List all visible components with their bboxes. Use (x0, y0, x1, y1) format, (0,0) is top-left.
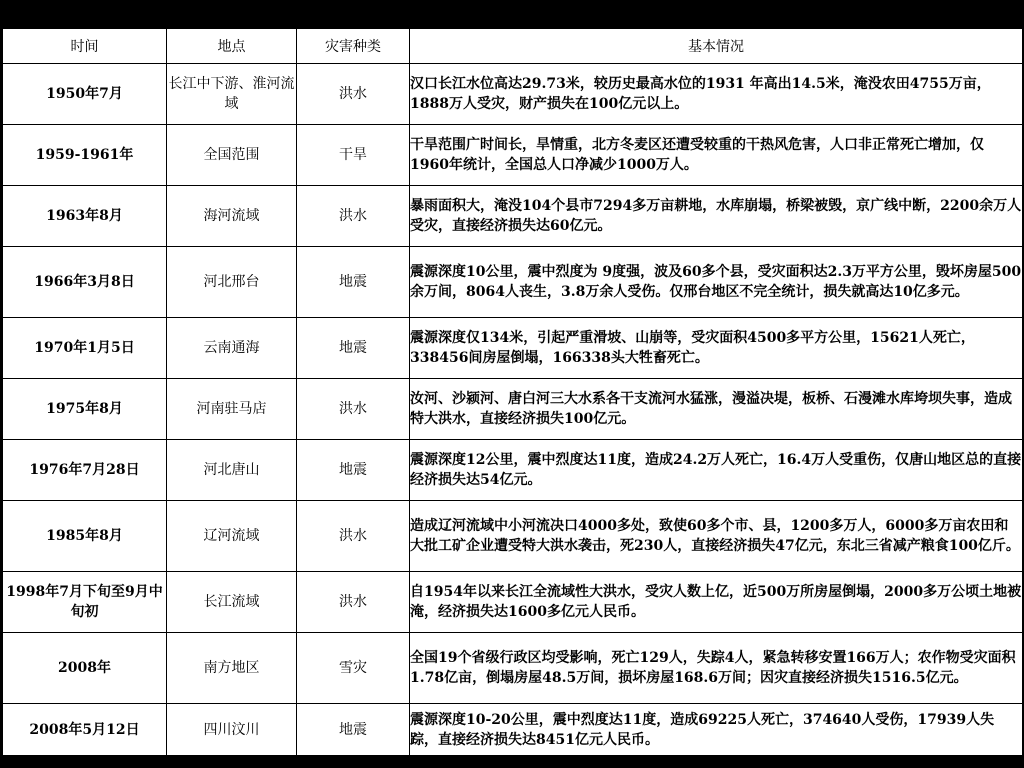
cell-time: 1950年7月 (3, 64, 167, 125)
cell-details: 震源深度10-20公里，震中烈度达11度，造成69225人死亡，374640人受伤，17939人失踪，直接经济损失达8451亿元人民币。 (410, 704, 1023, 756)
cell-details: 全国19个省级行政区均受影响，死亡129人，失踪4人，紧急转移安置166万人；农作物受灾面积1.78亿亩，倒塌房屋48.5万间，损坏房屋168.6万间；因灾直接经济损失1516.5亿元。 (410, 633, 1023, 704)
table-row (3, 64, 1023, 125)
table-row (3, 125, 1023, 186)
cell-disaster-type: 洪水 (297, 186, 410, 247)
cell-disaster-type: 地震 (297, 440, 410, 501)
table-header-row (3, 29, 1023, 64)
cell-time: 1970年1月5日 (3, 318, 167, 379)
header-disaster-type: 灾害种类 (297, 29, 410, 64)
cell-place: 河北邢台 (167, 247, 297, 318)
cell-details: 造成辽河流域中小河流决口4000多处，致使60多个市、县，1200多万人，6000多万亩农田和 大批工矿企业遭受特大洪水袭击，死230人，直接经济损失47亿元，东北三省减产粮食100亿斤。 (410, 501, 1023, 572)
cell-time: 1975年8月 (3, 379, 167, 440)
cell-time: 1985年8月 (3, 501, 167, 572)
cell-details: 暴雨面积大，淹没104个县市7294多万亩耕地，水库崩塌，桥梁被毁，京广线中断，2200余万人受灾，直接经济损失达60亿元。 (410, 186, 1023, 247)
cell-time: 1963年8月 (3, 186, 167, 247)
table-row (3, 186, 1023, 247)
cell-disaster-type: 地震 (297, 247, 410, 318)
cell-time: 1966年3月8日 (3, 247, 167, 318)
cell-details: 自1954年以来长江全流域性大洪水，受灾人数上亿，近500万所房屋倒塌，2000多万公顷土地被淹，经济损失达1600多亿元人民币。 (410, 572, 1023, 633)
cell-disaster-type: 洪水 (297, 64, 410, 125)
cell-time: 2008年5月12日 (3, 704, 167, 756)
disaster-table (2, 28, 1023, 756)
cell-details: 震源深度12公里，震中烈度达11度，造成24.2万人死亡，16.4万人受重伤，仅唐山地区总的直接经济损失达54亿元。 (410, 440, 1023, 501)
header-place: 地点 (167, 29, 297, 64)
cell-place: 南方地区 (167, 633, 297, 704)
cell-details: 汉口长江水位高达29.73米，较历史最高水位的1931 年高出14.5米，淹没农田4755万亩，1888万人受灾，财产损失在100亿元以上。 (410, 64, 1023, 125)
cell-place: 河南驻马店 (167, 379, 297, 440)
cell-time: 2008年 (3, 633, 167, 704)
cell-place: 云南通海 (167, 318, 297, 379)
table-row (3, 633, 1023, 704)
cell-time: 1959-1961年 (3, 125, 167, 186)
cell-details: 震源深度10公里，震中烈度为 9度强，波及60多个县，受灾面积达2.3万平方公里，毁坏房屋500余万间，8064人丧生，3.8万余人受伤。仅邢台地区不完全统计，损失就高达10亿多元。 (410, 247, 1023, 318)
cell-place: 海河流域 (167, 186, 297, 247)
cell-place: 全国范围 (167, 125, 297, 186)
table-row (3, 247, 1023, 318)
cell-disaster-type: 洪水 (297, 379, 410, 440)
table-row (3, 501, 1023, 572)
cell-disaster-type: 雪灾 (297, 633, 410, 704)
table-row (3, 704, 1023, 756)
cell-details: 干旱范围广时间长，旱情重，北方冬麦区还遭受较重的干热风危害，人口非正常死亡增加，仅1960年统计，全国总人口净减少1000万人。 (410, 125, 1023, 186)
table-row (3, 440, 1023, 501)
cell-place: 辽河流域 (167, 501, 297, 572)
cell-details: 汝河、沙颍河、唐白河三大水系各干支流河水猛涨，漫溢决堤，板桥、石漫滩水库垮坝失事，造成特大洪水，直接经济损失100亿元。 (410, 379, 1023, 440)
cell-place: 河北唐山 (167, 440, 297, 501)
header-details: 基本情况 (410, 29, 1023, 64)
cell-place: 长江中下游、淮河流域 (167, 64, 297, 125)
cell-disaster-type: 洪水 (297, 501, 410, 572)
cell-disaster-type: 洪水 (297, 572, 410, 633)
cell-details: 震源深度仅134米，引起严重滑坡、山崩等，受灾面积4500多平方公里，15621人死亡，338456间房屋倒塌，166338头大牲畜死亡。 (410, 318, 1023, 379)
cell-disaster-type: 地震 (297, 318, 410, 379)
cell-time: 1998年7月下旬至9月中旬初 (3, 572, 167, 633)
cell-disaster-type: 干旱 (297, 125, 410, 186)
table-row (3, 318, 1023, 379)
cell-time: 1976年7月28日 (3, 440, 167, 501)
cell-place: 长江流域 (167, 572, 297, 633)
cell-disaster-type: 地震 (297, 704, 410, 756)
cell-place: 四川汶川 (167, 704, 297, 756)
header-time: 时间 (3, 29, 167, 64)
table-row (3, 572, 1023, 633)
table-row (3, 379, 1023, 440)
